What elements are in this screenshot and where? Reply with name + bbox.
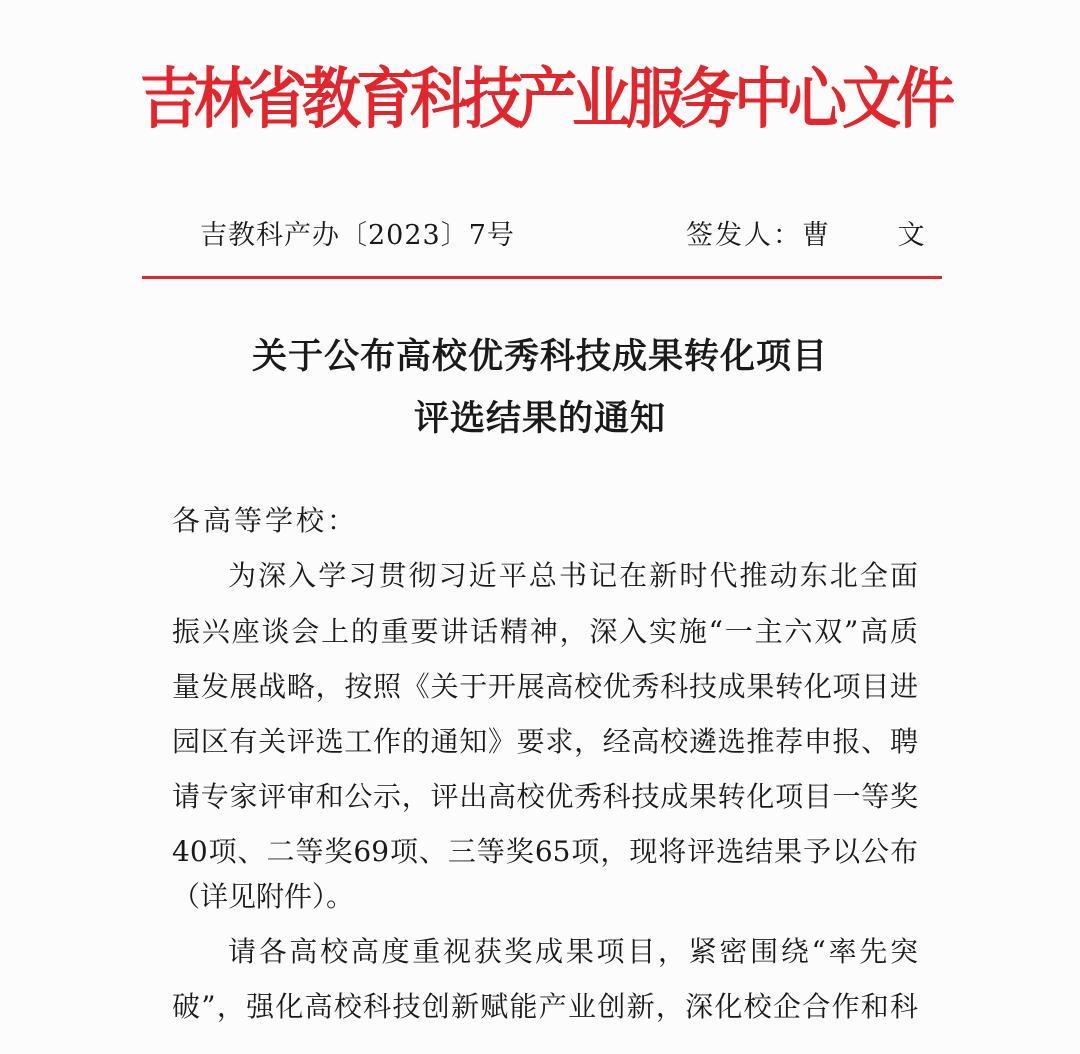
- signer-label: 签发人：: [686, 220, 802, 251]
- signer-name: 曹 文: [802, 220, 955, 251]
- notice-title-line-1: 关于公布高校优秀科技成果转化项目: [251, 337, 828, 377]
- paragraph-1-line-6: 40项、二等奖69项、三等奖65项，现将评选结果予以公布: [172, 835, 918, 868]
- document-number: 吉教科产办〔2023〕7号: [200, 220, 515, 251]
- notice-title-line-2: 评选结果的通知: [413, 399, 666, 439]
- red-divider-line: [142, 276, 942, 279]
- salutation: 各高等学校：: [172, 504, 359, 537]
- agency-header-title: 吉林省教育科技产业服务中心文件: [140, 59, 951, 138]
- paragraph-2-line-2: 破”，强化高校科技创新赋能产业创新，深化校企合作和科: [172, 990, 918, 1023]
- paragraph-1-line-3: 量发展战略，按照《关于开展高校优秀科技成果转化项目进: [172, 670, 918, 703]
- paragraph-2-line-1: 请各高校高度重视获奖成果项目，紧密围绕“率先突: [228, 935, 918, 968]
- signer-block: [686, 216, 955, 256]
- paragraph-1-line-5: 请专家评审和公示，评出高校优秀科技成果转化项目一等奖: [172, 780, 918, 813]
- paragraph-1-line-1: 为深入学习贯彻习近平总书记在新时代推动东北全面: [228, 559, 918, 592]
- paragraph-1-line-4: 园区有关评选工作的通知》要求，经高校遴选推荐申报、聘: [172, 725, 918, 758]
- paragraph-1-line-7: （详见附件）。: [172, 880, 355, 913]
- paragraph-1-line-2: 振兴座谈会上的重要讲话精神，深入实施“一主六双”高质: [172, 615, 918, 648]
